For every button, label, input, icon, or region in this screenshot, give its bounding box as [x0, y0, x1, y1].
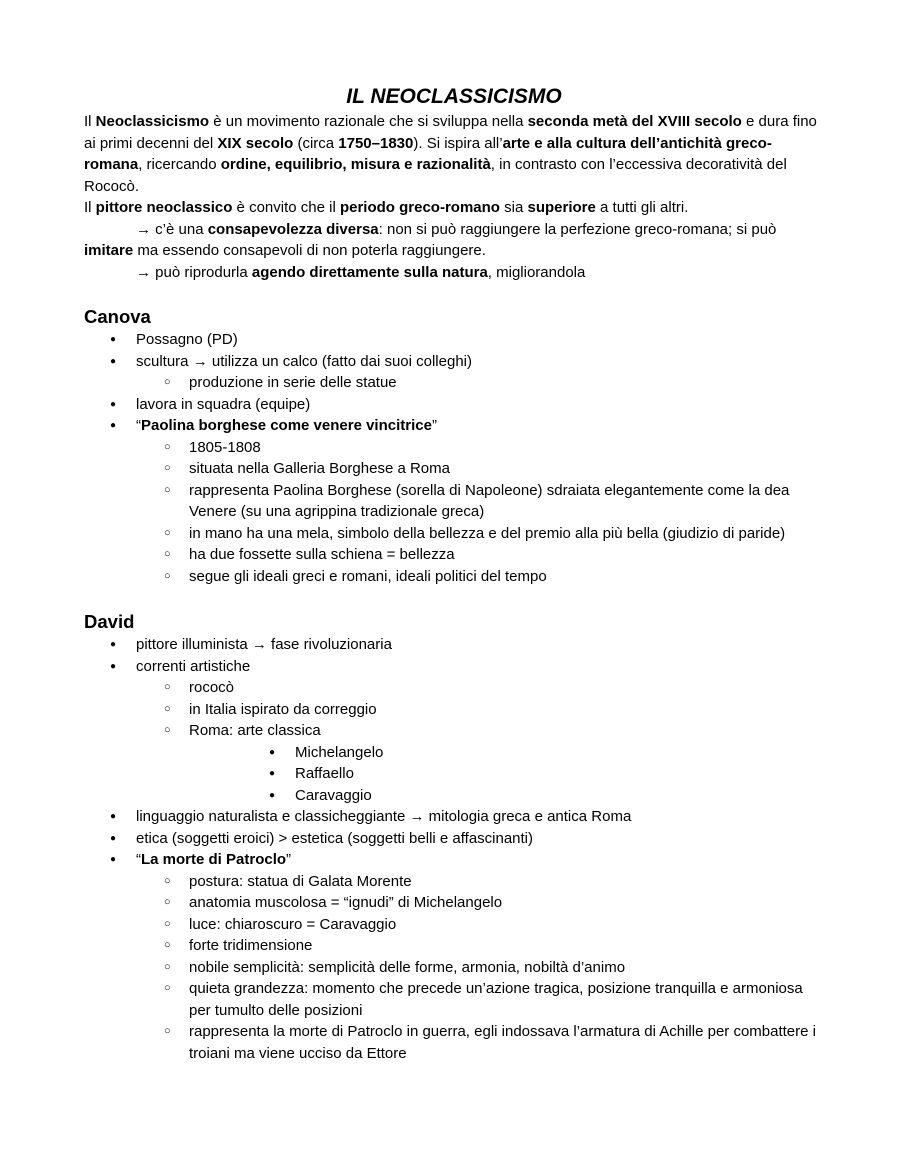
list-item-level-2	[84, 372, 824, 394]
text-run: , ricercando	[138, 156, 221, 173]
text-run: a tutti gli altri.	[595, 199, 689, 216]
text-run: ”	[286, 851, 292, 868]
painter-paragraph	[84, 197, 824, 219]
list-item-level-2	[84, 871, 824, 893]
list-item-level-2	[84, 720, 824, 742]
text-run: produzione in serie delle statue	[189, 374, 397, 391]
list-item-level-1	[84, 656, 824, 678]
section-heading-david: David	[84, 611, 135, 632]
bold-text: arte e alla cultura dell’antichità greco-romana	[84, 134, 772, 173]
text-run: scultura → utilizza un calco (fatto dai suoi colleghi)	[136, 352, 472, 370]
text-run: , in contrasto con l’eccessiva decoratività del Rococò.	[84, 156, 787, 195]
text-run: Caravaggio	[295, 786, 372, 804]
text-run: Il	[84, 199, 96, 216]
text-run: rococò	[189, 679, 235, 696]
text-run: → può riprodurla	[136, 263, 252, 281]
list-item-level-2	[84, 1021, 824, 1064]
text-run: anatomia muscolosa = “ignudi” di Michelangelo	[189, 894, 503, 911]
bold-text: agendo direttamente sulla natura	[251, 263, 488, 281]
list-item-level-1	[84, 394, 824, 416]
text-run: è un movimento razionale che si sviluppa nella	[209, 113, 528, 130]
list-item-level-2	[84, 935, 824, 957]
list-item-level-2	[84, 523, 824, 545]
text-run: Il	[84, 113, 96, 130]
bold-text: XIX secolo	[217, 134, 294, 152]
text-run: rappresenta la morte di Patroclo in guerra, egli indossava l’armatura di Achille per combattere i troiani ma viene ucciso da Ettore	[189, 1023, 816, 1062]
list-item-level-1	[84, 849, 824, 871]
reproduction-paragraph	[84, 262, 824, 284]
text-run: ”	[431, 417, 437, 434]
intro-paragraph	[84, 111, 824, 197]
list-item-level-1	[84, 329, 824, 351]
list-item-level-3	[84, 763, 824, 785]
list-item-level-1	[84, 828, 824, 850]
bold-text: pittore neoclassico	[95, 199, 233, 216]
text-run: “	[136, 851, 141, 868]
text-run: etica (soggetti eroici) > estetica (soggetti belli e affascinanti)	[136, 829, 534, 847]
list-item-level-2	[84, 699, 824, 721]
text-run: è convito che il	[232, 199, 340, 216]
bold-text: imitare	[84, 242, 134, 259]
text-run: lavora in squadra (equipe)	[136, 395, 311, 413]
list-item-level-3	[84, 785, 824, 807]
text-run: sia	[499, 199, 528, 216]
list-item-level-2	[84, 957, 824, 979]
text-run: Roma: arte classica	[189, 722, 321, 739]
bold-text: Neoclassicismo	[95, 113, 210, 130]
text-run: e dura fino ai primi decenni del	[84, 113, 817, 152]
text-run: ). Si ispira all’	[413, 134, 503, 152]
text-run: situata nella Galleria Borghese a Roma	[189, 460, 450, 477]
text-run: , migliorandola	[487, 263, 586, 281]
bold-text: periodo greco-romano	[339, 199, 500, 216]
bold-text: Paolina borghese come venere vincitrice	[141, 417, 432, 434]
text-run: in mano ha una mela, simbolo della bellezza e del premio alla più bella (giudizio di paride)	[189, 524, 786, 542]
text-run: (circa	[293, 134, 339, 152]
list-item-level-3	[84, 742, 824, 764]
bold-text: superiore	[527, 199, 596, 216]
list-item-level-2	[84, 566, 824, 588]
text-run: nobile semplicità: semplicità delle forme, armonia, nobiltà d’animo	[189, 958, 626, 976]
text-run: Possagno (PD)	[136, 331, 238, 348]
awareness-paragraph	[84, 219, 824, 262]
list-item-level-1	[84, 351, 824, 373]
list-item-level-2	[84, 677, 824, 699]
text-run: postura: statua di Galata Morente	[189, 872, 412, 890]
text-run: correnti artistiche	[136, 657, 251, 675]
document-title: IL NEOCLASSICISMO	[346, 85, 562, 108]
text-run: ha due fossette sulla schiena = bellezza	[189, 546, 455, 563]
bold-text: ordine, equilibrio, misura e razionalità	[220, 156, 491, 173]
list-item-level-2	[84, 892, 824, 914]
text-run: quieta grandezza: momento che precede un’azione tragica, posizione tranquilla e armoniosa per tumulto delle posizioni	[189, 980, 803, 1019]
bold-text: La morte di Patroclo	[141, 851, 287, 868]
list-item-level-1	[84, 634, 824, 656]
document-page	[84, 84, 824, 1064]
bold-text: consapevolezza diversa	[207, 220, 379, 238]
list-item-level-2	[84, 480, 824, 523]
list-item-level-2	[84, 437, 824, 459]
text-run: “	[136, 417, 141, 434]
section-heading-canova: Canova	[84, 306, 151, 327]
text-run: forte tridimensione	[189, 937, 313, 954]
list-item-level-1	[84, 415, 824, 437]
canova-list	[84, 329, 824, 587]
list-item-level-1	[84, 806, 824, 828]
text-run: 1805-1808	[189, 438, 261, 456]
list-item-level-2	[84, 978, 824, 1021]
list-item-level-2	[84, 544, 824, 566]
text-run: in Italia ispirato da correggio	[189, 700, 377, 718]
list-item-level-2	[84, 458, 824, 480]
text-run: linguaggio naturalista e classicheggiante → mitologia greca e antica Roma	[136, 808, 632, 825]
text-run: rappresenta Paolina Borghese (sorella di Napoleone) sdraiata elegantemente come la dea Venere (su una agrippina tradizionale greca)	[189, 481, 790, 520]
text-run: luce: chiaroscuro = Caravaggio	[189, 915, 397, 933]
text-run: segue gli ideali greci e romani, ideali politici del tempo	[189, 567, 547, 585]
list-item-level-2	[84, 914, 824, 936]
text-run: ma essendo consapevoli di non poterla raggiungere.	[133, 242, 486, 259]
text-run: pittore illuminista → fase rivoluzionaria	[136, 636, 392, 653]
david-list	[84, 634, 824, 1064]
text-run: Michelangelo	[295, 743, 384, 761]
text-run: : non si può raggiungere la perfezione greco-romana; si può	[378, 220, 777, 238]
text-run: Raffaello	[295, 765, 354, 782]
text-run: → c’è una	[136, 220, 208, 238]
bold-text: 1750–1830	[338, 134, 414, 152]
bold-text: seconda metà del XVIII secolo	[527, 113, 742, 130]
